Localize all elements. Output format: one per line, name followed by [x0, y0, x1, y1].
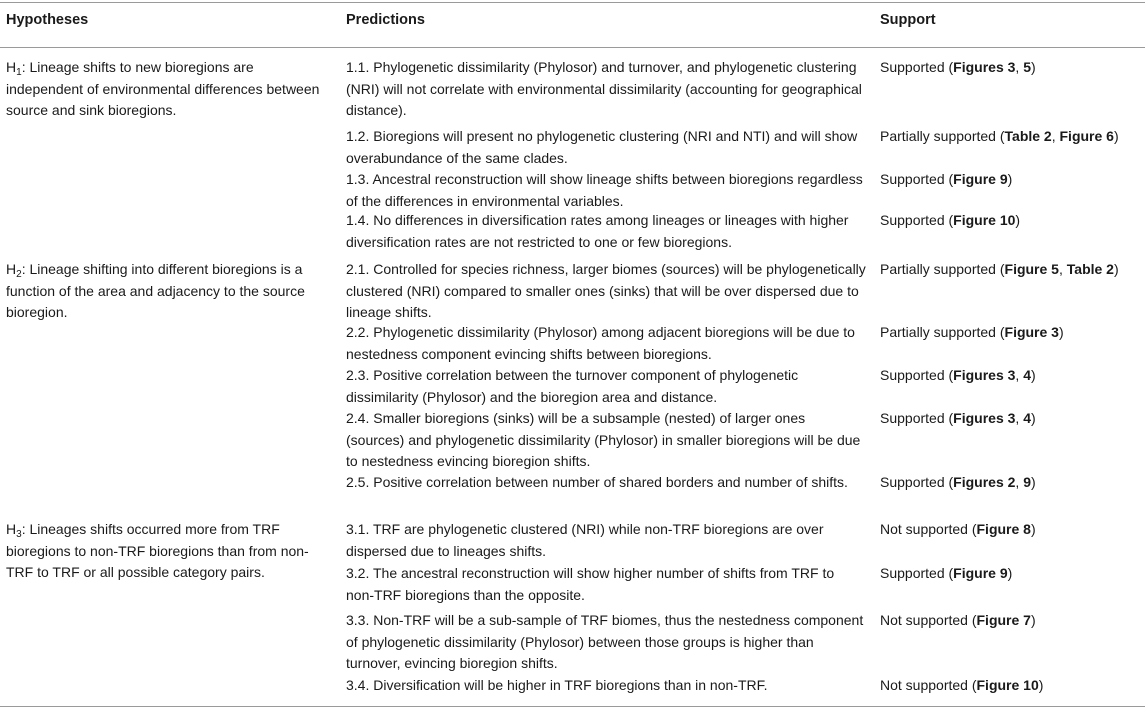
prediction-2-4: 2.4. Smaller bioregions (sinks) will be a subsample (nested) of larger ones (sources) and phylogenetic dissimilarity (Phylosor) in smaller bioregions will be due to nestedness evincing bioregion shifts.: [346, 410, 861, 469]
prediction-3-1: 3.1. TRF are phylogenetic clustered (NRI) while non-TRF bioregions are over dispersed due to lineages shifts.: [346, 521, 824, 559]
prediction-3-4: 3.4. Diversification will be higher in TRF bioregions than in non-TRF.: [346, 677, 768, 693]
prediction-2-5: 2.5. Positive correlation between number of shared borders and number of shifts.: [346, 474, 848, 490]
prediction-1-3: 1.3. Ancestral reconstruction will show lineage shifts between bioregions regardless of the differences in environmental variables.: [346, 171, 863, 209]
support-2-5: Supported (Figures 2, 9): [880, 474, 1036, 490]
prediction-3-2: 3.2. The ancestral reconstruction will show higher number of shifts from TRF to non-TRF bioregions than the opposite.: [346, 565, 835, 603]
support-3-4: Not supported (Figure 10): [880, 677, 1044, 693]
prediction-2-3: 2.3. Positive correlation between the turnover component of phylogenetic dissimilarity (Phylosor) and the bioregion area and distance.: [346, 367, 799, 405]
support-2-4: Supported (Figures 3, 4): [880, 410, 1036, 426]
support-1-4: Supported (Figure 10): [880, 212, 1021, 228]
support-3-3: Not supported (Figure 7): [880, 612, 1036, 628]
hypothesis-3: $H_3$: Lineages shifts occurred more from TRF bioregions to non-TRF bioregions than from non-TRF to TRF or all possible category pairs.: [6, 521, 309, 580]
prediction-1-2: 1.2. Bioregions will present no phylogenetic clustering (NRI and NTI) and will show overabundance of the same clades.: [346, 128, 858, 166]
support-1-2: Partially supported (Table 2, Figure 6): [880, 128, 1119, 144]
hypothesis-2: $H_2$: Lineage shifting into different bioregions is a function of the area and adjacency to the source bioregion.: [6, 261, 305, 320]
bottom-rule: [0, 706, 1145, 707]
support-3-2: Supported (Figure 9): [880, 565, 1013, 581]
prediction-3-3: 3.3. Non-TRF will be a sub-sample of TRF biomes, thus the nestedness component of phylogenetic dissimilarity (Phylosor) between those groups is higher than turnover, evincing bioregion shifts.: [346, 612, 864, 671]
prediction-1-4: 1.4. No differences in diversification rates among lineages or lineages with higher diversification rates are not restricted to one or few bioregions.: [346, 212, 849, 250]
support-2-1: Partially supported (Figure 5, Table 2): [880, 261, 1119, 277]
support-3-1: Not supported (Figure 8): [880, 521, 1036, 537]
prediction-2-1: 2.1. Controlled for species richness, larger biomes (sources) will be phylogenetically clustered (NRI) compared to smaller ones (sinks) that will be over dispersed due to lineage shifts.: [346, 261, 866, 320]
header-support: Support: [880, 12, 936, 28]
header-predictions: Predictions: [346, 12, 425, 28]
header-hypotheses: Hypotheses: [6, 12, 89, 28]
header-rule: [0, 47, 1145, 48]
prediction-1-1: 1.1. Phylogenetic dissimilarity (Phylosor) and turnover, and phylogenetic clustering (NRI) will not correlate with environmental dissimilarity (accounting for geographical distance).: [346, 59, 862, 118]
support-2-2: Partially supported (Figure 3): [880, 324, 1064, 340]
hypothesis-1: $H_1$: Lineage shifts to new bioregions are independent of environmental differences between source and sink bioregions.: [6, 59, 320, 118]
top-rule: [0, 2, 1145, 3]
support-1-1: Supported (Figures 3, 5): [880, 59, 1036, 75]
prediction-2-2: 2.2. Phylogenetic dissimilarity (Phylosor) among adjacent bioregions will be due to nestedness component evincing shifts between bioregions.: [346, 324, 855, 362]
support-1-3: Supported (Figure 9): [880, 171, 1013, 187]
support-2-3: Supported (Figures 3, 4): [880, 367, 1036, 383]
